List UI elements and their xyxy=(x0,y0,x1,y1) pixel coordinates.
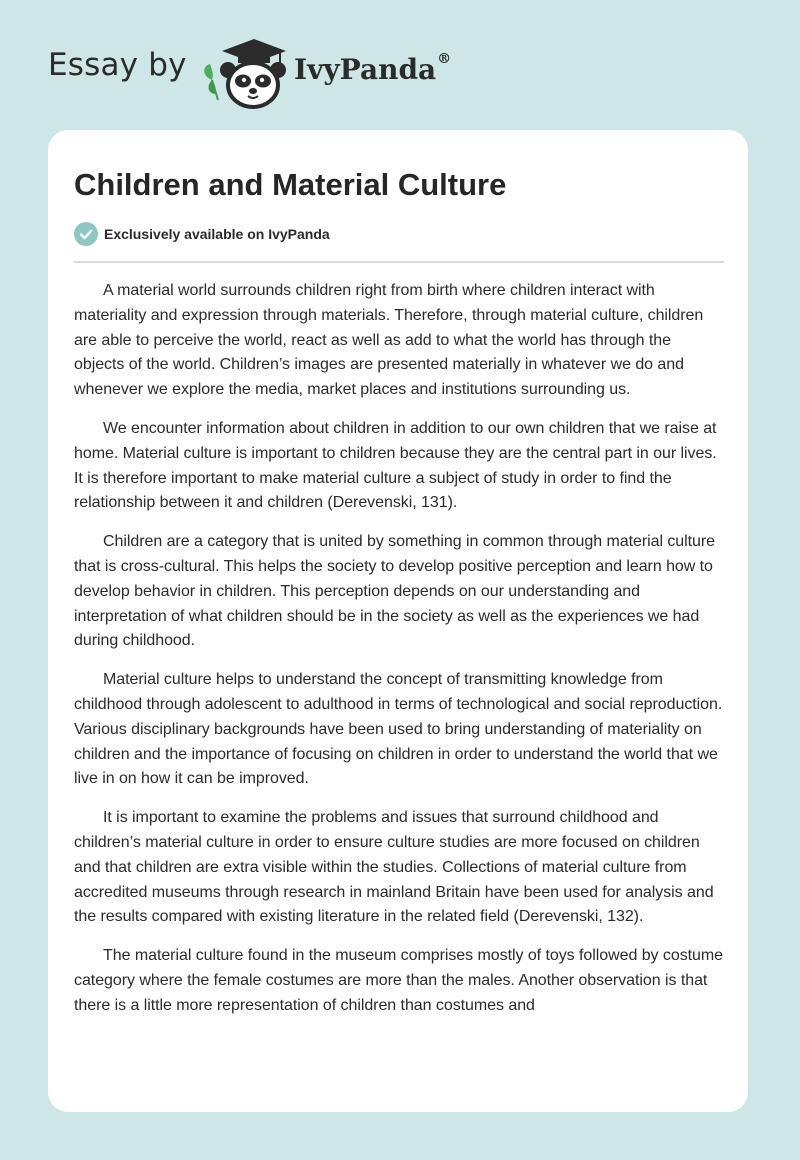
brand-name xyxy=(294,51,452,86)
brand-prefix: Essay by xyxy=(48,47,187,83)
paragraph: It is important to examine the problems and issues that surround childhood and children’s material culture in order to ensure culture studies are more focused on children and that children are extra visible within the studies. Collections of material culture from accredited museums through research in mainland Britain have been used for analysis and the results compared with existing literature in the related field (Derevenski, 132). xyxy=(74,809,714,926)
paragraph: The material culture found in the museum comprises mostly of toys followed by costume category where the female costumes are more than the males. Another observation is that there is a little more representation of children than costumes and xyxy=(74,947,724,1014)
essay-body xyxy=(74,279,724,1033)
page-title: Children and Material Culture xyxy=(74,167,507,202)
paragraph: We encounter information about children in addition to our own children that we raise at home. Material culture is important to children because they are the central part in our lives. It is therefore important to make material culture a subject of study in order to find the relationship between it and children (Derevenski, 131). xyxy=(74,419,717,512)
essay-card xyxy=(48,130,748,1112)
exclusive-label: Exclusively available on IvyPanda xyxy=(104,226,330,242)
paragraph: Material culture helps to understand the concept of transmitting knowledge from childhood through adolescent to adulthood in terms of technological and social reproduction. Various disciplinary backgrounds have been used to bring understanding of materiality on children and the importance of focusing on children in order to understand the world that we live in on how it can be improved. xyxy=(74,671,723,788)
paragraph: A material world surrounds children right from birth where children interact with materiality and expression through materials. Therefore, through material culture, children are able to perceive the world, react as well as add to what the world has through the objects of the world. Children’s images are presented materially in whatever we do and whenever we explore the media, market places and institutions surrounding us. xyxy=(74,282,704,399)
panda-graduate-icon xyxy=(198,36,290,110)
exclusive-badge xyxy=(74,222,330,246)
brand-name-text: IvyPanda xyxy=(294,53,437,86)
paragraph: Children are a category that is united by something in common through material culture that is cross-cultural. This helps the society to develop positive perception and learn how to develop behavior in children. This perception depends on our understanding and interpretation of what children should be in the society as well as the experiences we had during childhood. xyxy=(74,533,716,650)
site-header xyxy=(0,0,800,130)
title-divider xyxy=(74,261,724,263)
check-circle-icon xyxy=(74,222,98,246)
registered-mark: ® xyxy=(437,51,452,67)
